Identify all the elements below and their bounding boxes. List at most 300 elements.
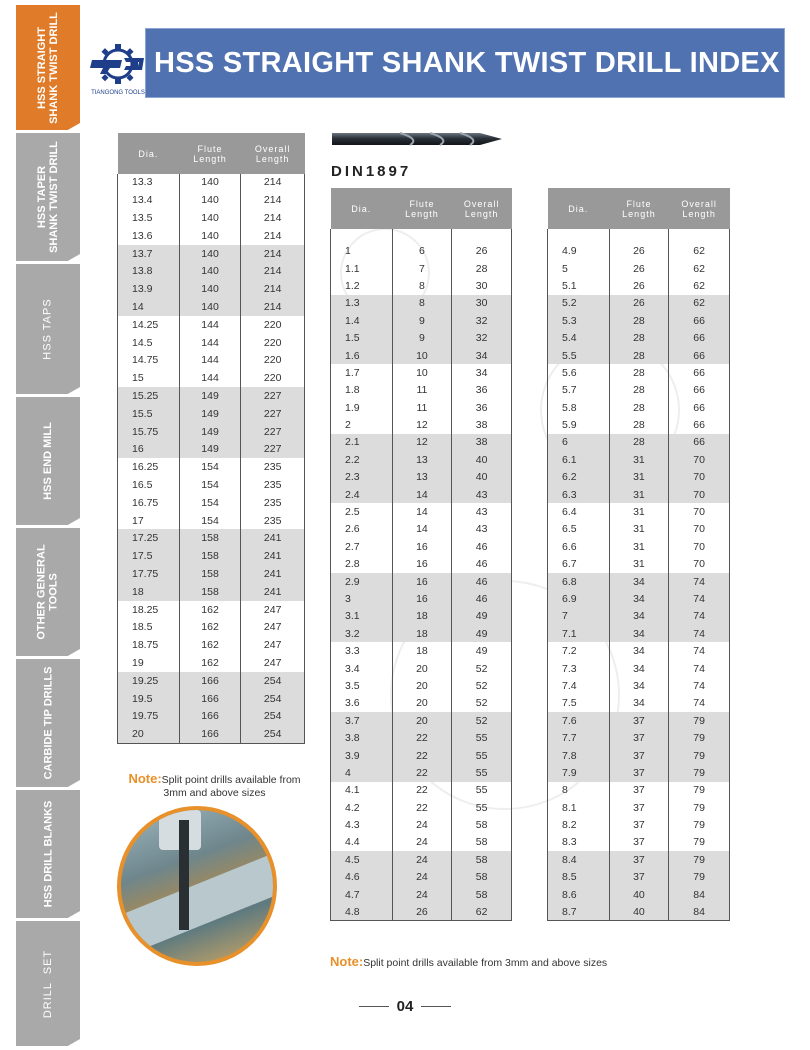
cell-overall-length: 220 <box>241 316 305 334</box>
table-row <box>331 556 512 573</box>
table-row <box>331 434 512 451</box>
cell-flute-length: 149 <box>179 440 241 458</box>
cell-overall-length: 49 <box>452 625 512 642</box>
cell-flute-length: 162 <box>179 601 241 619</box>
cell-diameter: 4.4 <box>331 834 393 851</box>
cell-flute-length: 166 <box>179 725 241 743</box>
cell-flute-length: 13 <box>392 451 452 468</box>
page-number-text: 04 <box>396 998 414 1015</box>
table-row <box>331 712 512 729</box>
table-row <box>548 364 730 381</box>
cell-flute-length: 34 <box>609 625 669 642</box>
cell-diameter: 3.8 <box>331 729 393 746</box>
cell-diameter: 16.25 <box>118 458 180 476</box>
cell-flute-length: 20 <box>392 660 452 677</box>
cell-flute-length: 158 <box>179 547 241 565</box>
cell-diameter: 6.6 <box>548 538 610 555</box>
cell-diameter: 3.6 <box>331 695 393 712</box>
cell-diameter: 1 <box>331 243 393 260</box>
cell-overall-length: 58 <box>452 816 512 833</box>
cell-diameter: 17.5 <box>118 547 180 565</box>
standard-label: DIN1897 <box>331 163 412 180</box>
cell-overall-length: 70 <box>669 451 730 468</box>
cell-diameter: 1.7 <box>331 364 393 381</box>
cell-flute-length: 149 <box>179 423 241 441</box>
cell-flute-length: 18 <box>392 642 452 659</box>
cell-diameter: 1.8 <box>331 382 393 399</box>
split-point-note-main <box>330 954 607 969</box>
cell-flute-length: 154 <box>179 476 241 494</box>
table-spacer-row <box>548 229 730 243</box>
cell-overall-length: 66 <box>669 382 730 399</box>
cell-flute-length: 31 <box>609 538 669 555</box>
cell-diameter: 15.5 <box>118 405 180 423</box>
table-row <box>548 469 730 486</box>
table-row <box>118 262 305 280</box>
cell-flute-length: 166 <box>179 690 241 708</box>
table-row <box>118 351 305 369</box>
table-row <box>118 707 305 725</box>
sidebar-tab-hss-drill-blanks[interactable] <box>16 790 80 918</box>
cell-overall-length: 62 <box>669 243 730 260</box>
table-row <box>548 625 730 642</box>
cell-flute-length: 26 <box>609 260 669 277</box>
table-row <box>331 243 512 260</box>
cell-diameter: 3.9 <box>331 747 393 764</box>
cell-flute-length: 31 <box>609 521 669 538</box>
cell-diameter: 1.3 <box>331 295 393 312</box>
table-row <box>548 660 730 677</box>
cell-diameter: 15 <box>118 369 180 387</box>
table-row <box>331 834 512 851</box>
column-header-dia: Dia. <box>118 134 180 174</box>
cell-diameter: 16.75 <box>118 494 180 512</box>
cell-flute-length: 140 <box>179 227 241 245</box>
cell-overall-length: 49 <box>452 608 512 625</box>
cell-diameter: 8.4 <box>548 851 610 868</box>
sidebar-tab-hss-straight-shank-twist-drill[interactable] <box>16 5 80 130</box>
cell-overall-length: 74 <box>669 608 730 625</box>
table-row <box>118 494 305 512</box>
table-row <box>118 672 305 690</box>
cell-overall-length: 235 <box>241 476 305 494</box>
note-text: Split point drills available from 3mm and above sizes <box>363 957 608 969</box>
cell-diameter: 4.7 <box>331 886 393 903</box>
cell-diameter: 13.7 <box>118 245 180 263</box>
cell-diameter: 1.1 <box>331 260 393 277</box>
cell-overall-length: 55 <box>452 729 512 746</box>
cell-overall-length: 84 <box>669 886 730 903</box>
cell-flute-length: 16 <box>392 590 452 607</box>
table-row <box>548 608 730 625</box>
cell-overall-length: 40 <box>452 469 512 486</box>
column-header-flute-length: Flute Length <box>392 189 452 229</box>
sidebar-tab-hss-taper-shank-twist-drill[interactable] <box>16 133 80 261</box>
cell-overall-length: 227 <box>241 440 305 458</box>
note-keyword: Note: <box>330 954 364 969</box>
cell-flute-length: 162 <box>179 618 241 636</box>
cell-diameter: 1.9 <box>331 399 393 416</box>
cell-flute-length: 31 <box>609 556 669 573</box>
table-row <box>118 369 305 387</box>
column-header-flute-length: Flute Length <box>179 134 241 174</box>
split-point-note-left <box>117 772 312 800</box>
table-row <box>118 280 305 298</box>
cell-overall-length: 46 <box>452 590 512 607</box>
cell-diameter: 13.6 <box>118 227 180 245</box>
cell-overall-length: 214 <box>241 280 305 298</box>
sidebar-tab-other-general-tools[interactable] <box>16 528 80 656</box>
cell-overall-length: 254 <box>241 725 305 743</box>
table-row <box>548 677 730 694</box>
cell-diameter: 18.25 <box>118 601 180 619</box>
table-row <box>331 399 512 416</box>
cell-flute-length: 28 <box>609 416 669 433</box>
table-row <box>331 521 512 538</box>
cell-flute-length: 158 <box>179 583 241 601</box>
cell-diameter: 4.9 <box>548 243 610 260</box>
cell-flute-length: 144 <box>179 334 241 352</box>
cell-diameter: 8.7 <box>548 903 610 920</box>
table-row <box>118 458 305 476</box>
sidebar-tab-drill-set[interactable] <box>16 921 80 1046</box>
cell-diameter: 5 <box>548 260 610 277</box>
cell-flute-length: 18 <box>392 625 452 642</box>
cell-overall-length: 43 <box>452 503 512 520</box>
cell-overall-length: 70 <box>669 521 730 538</box>
cell-diameter: 6.3 <box>548 486 610 503</box>
cell-diameter: 8.6 <box>548 886 610 903</box>
table-row <box>548 590 730 607</box>
cell-overall-length: 79 <box>669 782 730 799</box>
cell-overall-length: 62 <box>452 903 512 920</box>
cell-overall-length: 235 <box>241 494 305 512</box>
table-row <box>331 590 512 607</box>
cell-diameter: 4.8 <box>331 903 393 920</box>
cell-diameter: 7.6 <box>548 712 610 729</box>
cell-flute-length: 140 <box>179 262 241 280</box>
table-row <box>118 440 305 458</box>
cell-overall-length: 247 <box>241 601 305 619</box>
cell-overall-length: 66 <box>669 434 730 451</box>
cell-diameter: 18 <box>118 583 180 601</box>
cell-flute-length: 11 <box>392 382 452 399</box>
cell-diameter: 7.8 <box>548 747 610 764</box>
table-row <box>331 260 512 277</box>
table-row <box>331 851 512 868</box>
cell-flute-length: 22 <box>392 799 452 816</box>
cell-overall-length: 38 <box>452 416 512 433</box>
table-row <box>331 608 512 625</box>
cell-overall-length: 241 <box>241 565 305 583</box>
table-row <box>548 521 730 538</box>
drill-spec-table-small-2 <box>547 188 730 921</box>
cell-overall-length: 58 <box>452 886 512 903</box>
cell-diameter: 16 <box>118 440 180 458</box>
table-row <box>118 298 305 316</box>
cell-overall-length: 79 <box>669 816 730 833</box>
cell-overall-length: 79 <box>669 729 730 746</box>
cell-diameter: 8 <box>548 782 610 799</box>
cell-flute-length: 37 <box>609 747 669 764</box>
page-number <box>355 998 455 1015</box>
cell-overall-length: 66 <box>669 399 730 416</box>
cell-overall-length: 79 <box>669 764 730 781</box>
table-row <box>548 538 730 555</box>
cell-overall-length: 70 <box>669 556 730 573</box>
cell-flute-length: 149 <box>179 387 241 405</box>
cell-flute-length: 11 <box>392 399 452 416</box>
cell-flute-length: 34 <box>609 677 669 694</box>
table-row <box>548 886 730 903</box>
cell-flute-length: 26 <box>609 295 669 312</box>
cell-overall-length: 220 <box>241 334 305 352</box>
table-row <box>331 764 512 781</box>
cell-overall-length: 247 <box>241 654 305 672</box>
table-row <box>118 529 305 547</box>
sidebar-tab-label: HSS TAPS <box>41 298 54 360</box>
cell-overall-length: 52 <box>452 660 512 677</box>
cell-flute-length: 140 <box>179 298 241 316</box>
cell-diameter: 8.3 <box>548 834 610 851</box>
cell-overall-length: 66 <box>669 364 730 381</box>
table-row <box>548 503 730 520</box>
cell-overall-length: 247 <box>241 636 305 654</box>
cell-overall-length: 46 <box>452 556 512 573</box>
page-title-bar <box>145 28 785 98</box>
cell-flute-length: 24 <box>392 816 452 833</box>
cell-overall-length: 235 <box>241 458 305 476</box>
cell-flute-length: 34 <box>609 608 669 625</box>
cell-overall-length: 62 <box>669 295 730 312</box>
cell-diameter: 17.75 <box>118 565 180 583</box>
table-row <box>331 277 512 294</box>
cell-flute-length: 37 <box>609 782 669 799</box>
table-row <box>548 434 730 451</box>
table-row <box>118 565 305 583</box>
table-row <box>331 347 512 364</box>
table-row <box>548 782 730 799</box>
cell-flute-length: 14 <box>392 486 452 503</box>
sidebar-tab-hss-taps[interactable] <box>16 264 80 394</box>
table-row <box>548 869 730 886</box>
cell-diameter: 6.5 <box>548 521 610 538</box>
table-row <box>331 382 512 399</box>
cell-flute-length: 20 <box>392 677 452 694</box>
table-row <box>548 695 730 712</box>
cell-diameter: 4.3 <box>331 816 393 833</box>
cell-overall-length: 214 <box>241 191 305 209</box>
cell-overall-length: 220 <box>241 369 305 387</box>
table-row <box>118 654 305 672</box>
cell-diameter: 4.2 <box>331 799 393 816</box>
cell-flute-length: 22 <box>392 764 452 781</box>
cell-overall-length: 247 <box>241 618 305 636</box>
cell-flute-length: 37 <box>609 799 669 816</box>
cell-flute-length: 144 <box>179 316 241 334</box>
cell-overall-length: 66 <box>669 347 730 364</box>
cell-overall-length: 62 <box>669 260 730 277</box>
cell-flute-length: 140 <box>179 174 241 192</box>
table-row <box>331 486 512 503</box>
page-title: HSS STRAIGHT SHANK TWIST DRILL INDEX <box>154 46 780 79</box>
cell-overall-length: 74 <box>669 660 730 677</box>
table-row <box>548 451 730 468</box>
table-row <box>548 243 730 260</box>
cell-overall-length: 34 <box>452 347 512 364</box>
cell-overall-length: 66 <box>669 329 730 346</box>
sidebar-tab-label: HSS END MILL <box>42 422 54 500</box>
cell-diameter: 7.1 <box>548 625 610 642</box>
cell-diameter: 8.2 <box>548 816 610 833</box>
cell-overall-length: 55 <box>452 782 512 799</box>
table-row <box>331 747 512 764</box>
cell-diameter: 4 <box>331 764 393 781</box>
cell-diameter: 19.75 <box>118 707 180 725</box>
cell-overall-length: 70 <box>669 469 730 486</box>
cell-overall-length: 74 <box>669 573 730 590</box>
table-row <box>548 903 730 920</box>
cell-overall-length: 227 <box>241 387 305 405</box>
cell-flute-length: 28 <box>609 399 669 416</box>
table-row <box>331 869 512 886</box>
cell-diameter: 17.25 <box>118 529 180 547</box>
cell-flute-length: 16 <box>392 573 452 590</box>
cell-diameter: 7.5 <box>548 695 610 712</box>
table-row <box>331 312 512 329</box>
table-row <box>548 260 730 277</box>
table-row <box>118 334 305 352</box>
cell-overall-length: 241 <box>241 547 305 565</box>
cell-overall-length: 74 <box>669 590 730 607</box>
cell-flute-length: 154 <box>179 494 241 512</box>
cell-flute-length: 37 <box>609 816 669 833</box>
cell-diameter: 3.1 <box>331 608 393 625</box>
table-row <box>331 573 512 590</box>
table-row <box>118 227 305 245</box>
table-row <box>331 660 512 677</box>
cell-flute-length: 28 <box>609 434 669 451</box>
cell-flute-length: 28 <box>609 312 669 329</box>
table-row <box>331 503 512 520</box>
table-row <box>331 695 512 712</box>
cell-overall-length: 214 <box>241 298 305 316</box>
cell-flute-length: 28 <box>609 364 669 381</box>
cell-diameter: 7.7 <box>548 729 610 746</box>
cell-diameter: 2.8 <box>331 556 393 573</box>
cell-flute-length: 140 <box>179 209 241 227</box>
cell-flute-length: 162 <box>179 654 241 672</box>
table-row <box>118 725 305 743</box>
cell-diameter: 2.6 <box>331 521 393 538</box>
cell-flute-length: 26 <box>609 277 669 294</box>
table-row <box>548 729 730 746</box>
cell-overall-length: 74 <box>669 677 730 694</box>
cell-flute-length: 26 <box>609 243 669 260</box>
cell-flute-length: 154 <box>179 512 241 530</box>
table-row <box>118 405 305 423</box>
cell-overall-length: 36 <box>452 399 512 416</box>
cell-diameter: 4.1 <box>331 782 393 799</box>
cell-overall-length: 220 <box>241 351 305 369</box>
cell-diameter: 1.2 <box>331 277 393 294</box>
sidebar-tab-carbide-tip-drills[interactable] <box>16 659 80 787</box>
cell-overall-length: 36 <box>452 382 512 399</box>
drill-spec-table-small-1 <box>330 188 512 921</box>
table-row <box>548 764 730 781</box>
cell-flute-length: 37 <box>609 851 669 868</box>
sidebar-tab-label: DRILL SET <box>42 949 54 1018</box>
cell-diameter: 14 <box>118 298 180 316</box>
cell-overall-length: 74 <box>669 625 730 642</box>
cell-overall-length: 26 <box>452 243 512 260</box>
table-row <box>331 816 512 833</box>
cell-flute-length: 24 <box>392 834 452 851</box>
table-row <box>118 316 305 334</box>
cell-diameter: 13.5 <box>118 209 180 227</box>
cell-diameter: 6.7 <box>548 556 610 573</box>
cell-flute-length: 154 <box>179 458 241 476</box>
table-row <box>548 382 730 399</box>
cell-overall-length: 40 <box>452 451 512 468</box>
cell-diameter: 6.1 <box>548 451 610 468</box>
cell-flute-length: 34 <box>609 642 669 659</box>
cell-overall-length: 235 <box>241 512 305 530</box>
cell-diameter: 6.2 <box>548 469 610 486</box>
cell-diameter: 3.4 <box>331 660 393 677</box>
cell-overall-length: 62 <box>669 277 730 294</box>
cell-flute-length: 37 <box>609 712 669 729</box>
cell-diameter: 8.1 <box>548 799 610 816</box>
cell-flute-length: 6 <box>392 243 452 260</box>
cell-flute-length: 37 <box>609 764 669 781</box>
cell-diameter: 2.1 <box>331 434 393 451</box>
note-text: Split point drills available from 3mm and above sizes <box>161 774 301 799</box>
cell-flute-length: 14 <box>392 503 452 520</box>
cell-overall-length: 79 <box>669 799 730 816</box>
cell-flute-length: 7 <box>392 260 452 277</box>
cell-overall-length: 227 <box>241 405 305 423</box>
cell-diameter: 1.4 <box>331 312 393 329</box>
sidebar-tab-hss-end-mill[interactable] <box>16 397 80 525</box>
cell-diameter: 14.75 <box>118 351 180 369</box>
cell-overall-length: 66 <box>669 312 730 329</box>
cell-flute-length: 140 <box>179 245 241 263</box>
cell-flute-length: 24 <box>392 869 452 886</box>
cell-diameter: 6.9 <box>548 590 610 607</box>
table-row <box>548 642 730 659</box>
cell-diameter: 15.75 <box>118 423 180 441</box>
cell-overall-length: 79 <box>669 712 730 729</box>
cell-diameter: 7.2 <box>548 642 610 659</box>
cell-overall-length: 74 <box>669 695 730 712</box>
cell-diameter: 16.5 <box>118 476 180 494</box>
table-row <box>548 329 730 346</box>
table-row <box>548 556 730 573</box>
cell-flute-length: 166 <box>179 672 241 690</box>
cell-flute-length: 22 <box>392 747 452 764</box>
cell-diameter: 5.3 <box>548 312 610 329</box>
cell-overall-length: 43 <box>452 521 512 538</box>
cell-diameter: 19.5 <box>118 690 180 708</box>
cell-overall-length: 52 <box>452 695 512 712</box>
cell-flute-length: 22 <box>392 782 452 799</box>
cell-flute-length: 28 <box>609 329 669 346</box>
cell-overall-length: 79 <box>669 869 730 886</box>
table-row <box>548 416 730 433</box>
section-sidebar <box>16 0 80 1050</box>
cell-overall-length: 55 <box>452 747 512 764</box>
